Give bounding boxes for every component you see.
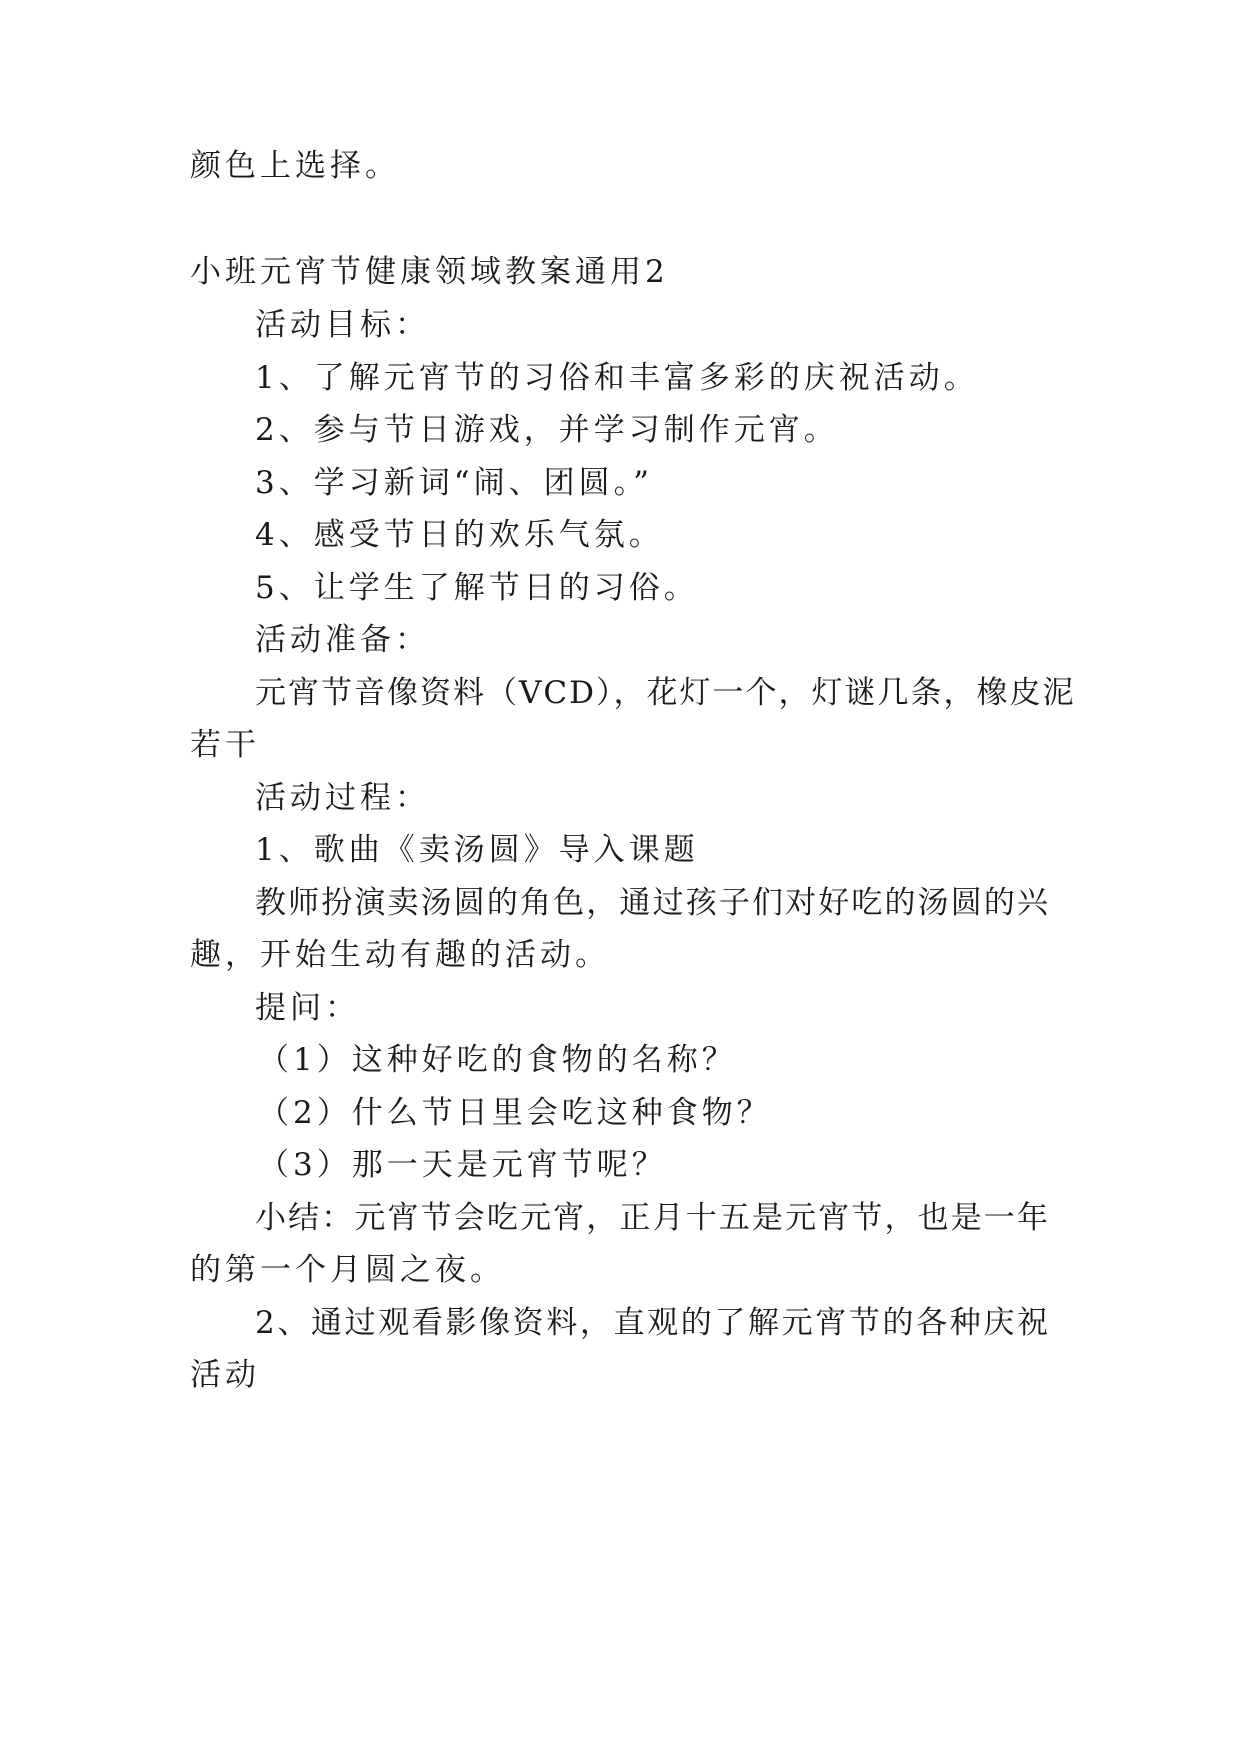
paragraph-line: 元宵节音像资料（VCD），花灯一个，灯谜几条，橡皮泥 (255, 675, 1076, 711)
list-item: 2、参与节日游戏，并学习制作元宵。 (255, 412, 839, 448)
paragraph-line: 若干 (190, 727, 260, 763)
paragraph-line: 的第一个月圆之夜。 (190, 1252, 505, 1288)
paragraph-line: 小结：元宵节会吃元宵，正月十五是元宵节，也是一年 (255, 1200, 1050, 1236)
heading-activity-process: 活动过程： (255, 780, 430, 816)
question-item: （2）什么节日里会吃这种食物？ (258, 1095, 772, 1131)
paragraph-line: 教师扮演卖汤圆的角色，通过孩子们对好吃的汤圆的兴 (255, 885, 1050, 921)
list-item: 3、学习新词“闹、团圆。” (255, 465, 653, 501)
list-item: 5、让学生了解节日的习俗。 (255, 570, 699, 606)
question-item: （3）那一天是元宵节呢？ (258, 1147, 667, 1183)
paragraph-line: 活动 (190, 1357, 260, 1393)
paragraph-line: 颜色上选择。 (190, 148, 400, 184)
heading-activity-preparation: 活动准备： (255, 622, 430, 658)
heading-activity-goals: 活动目标： (255, 307, 430, 343)
step-heading: 2、通过观看影像资料，直观的了解元宵节的各种庆祝 (255, 1305, 1050, 1341)
question-item: （1）这种好吃的食物的名称？ (258, 1042, 737, 1078)
section-title: 小班元宵节健康领域教案通用2 (190, 254, 669, 290)
step-heading: 1、歌曲《卖汤圆》导入课题 (255, 832, 699, 868)
heading-questions: 提问： (255, 990, 360, 1026)
paragraph-line: 趣，开始生动有趣的活动。 (190, 937, 610, 973)
list-item: 1、了解元宵节的习俗和丰富多彩的庆祝活动。 (255, 360, 979, 396)
list-item: 4、感受节日的欢乐气氛。 (255, 517, 664, 553)
